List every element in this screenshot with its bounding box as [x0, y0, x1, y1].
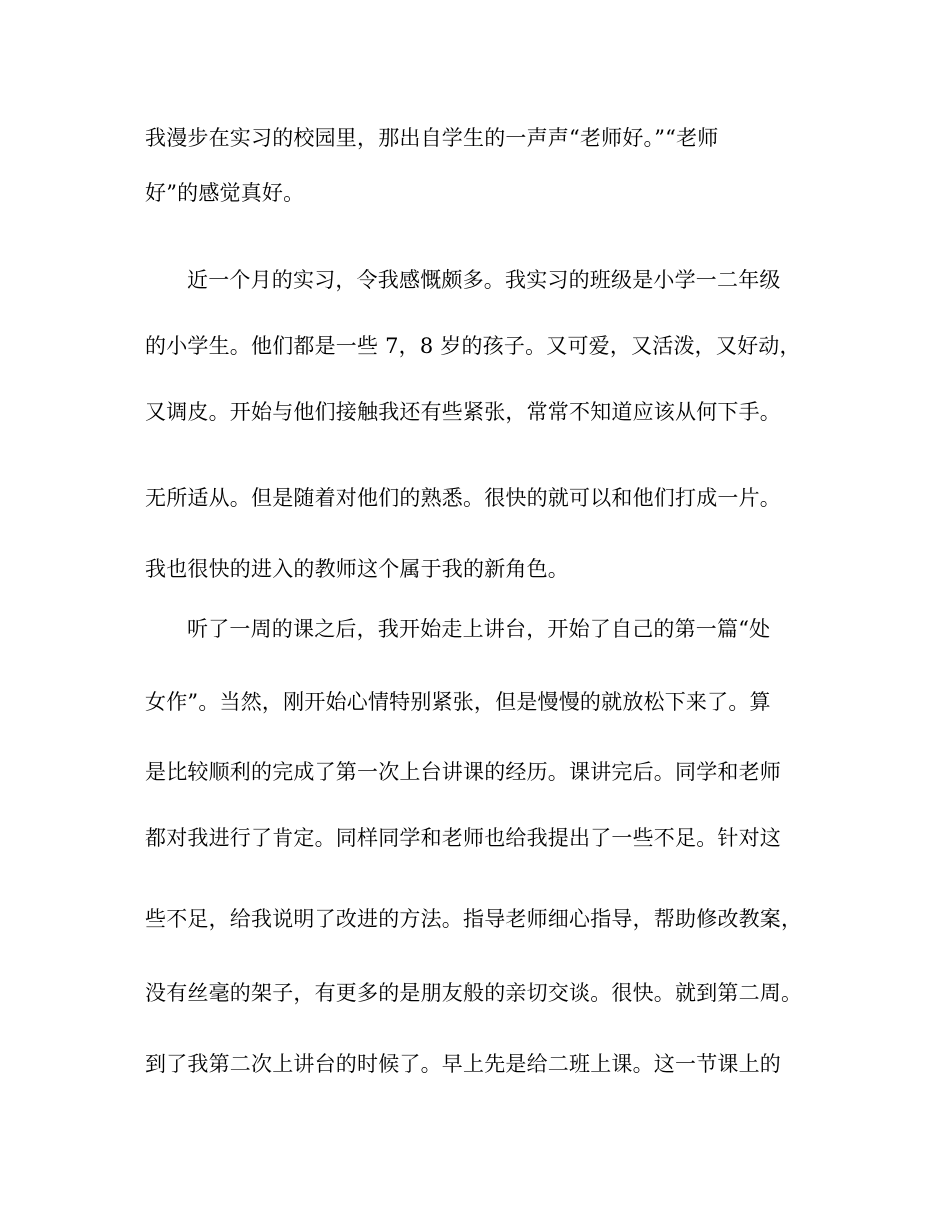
text-line-7: 我也很快的进入的教师这个属于我的新角色。 — [145, 557, 569, 581]
text-line-3: 近一个月的实习，令我感慨颇多。我实习的班级是小学一二年级 — [187, 268, 781, 292]
text-line-9: 女作”。当然，刚开始心情特别紧张，但是慢慢的就放松下来了。算 — [145, 690, 771, 714]
text-line-2: 好”的感觉真好。 — [145, 181, 305, 205]
text-line-14: 到了我第二次上讲台的时候了。早上先是给二班上课。这一节课上的 — [145, 1052, 781, 1076]
text-line-10: 是比较顺利的完成了第一次上台讲课的经历。课讲完后。同学和老师 — [145, 760, 781, 784]
text-line-6: 无所适从。但是随着对他们的熟悉。很快的就可以和他们打成一片。 — [145, 486, 781, 510]
text-line-11: 都对我进行了肯定。同样同学和老师也给我提出了一些不足。针对这 — [145, 826, 781, 850]
text-line-1: 我漫步在实习的校园里，那出自学生的一声声“老师好。”“老师 — [145, 126, 719, 150]
text-line-8: 听了一周的课之后，我开始走上讲台，开始了自己的第一篇“处 — [187, 617, 771, 641]
text-line-13: 没有丝毫的架子，有更多的是朋友般的亲切交谈。很快。就到第二周。 — [145, 981, 803, 1005]
text-line-5: 又调皮。开始与他们接触我还有些紧张，常常不知道应该从何下手。 — [145, 400, 781, 424]
text-line-12: 些不足，给我说明了改进的方法。指导老师细心指导，帮助修改教案， — [145, 907, 803, 931]
text-line-4: 的小学生。他们都是一些 7，8 岁的孩子。又可爱，又活泼，又好动， — [145, 334, 801, 358]
